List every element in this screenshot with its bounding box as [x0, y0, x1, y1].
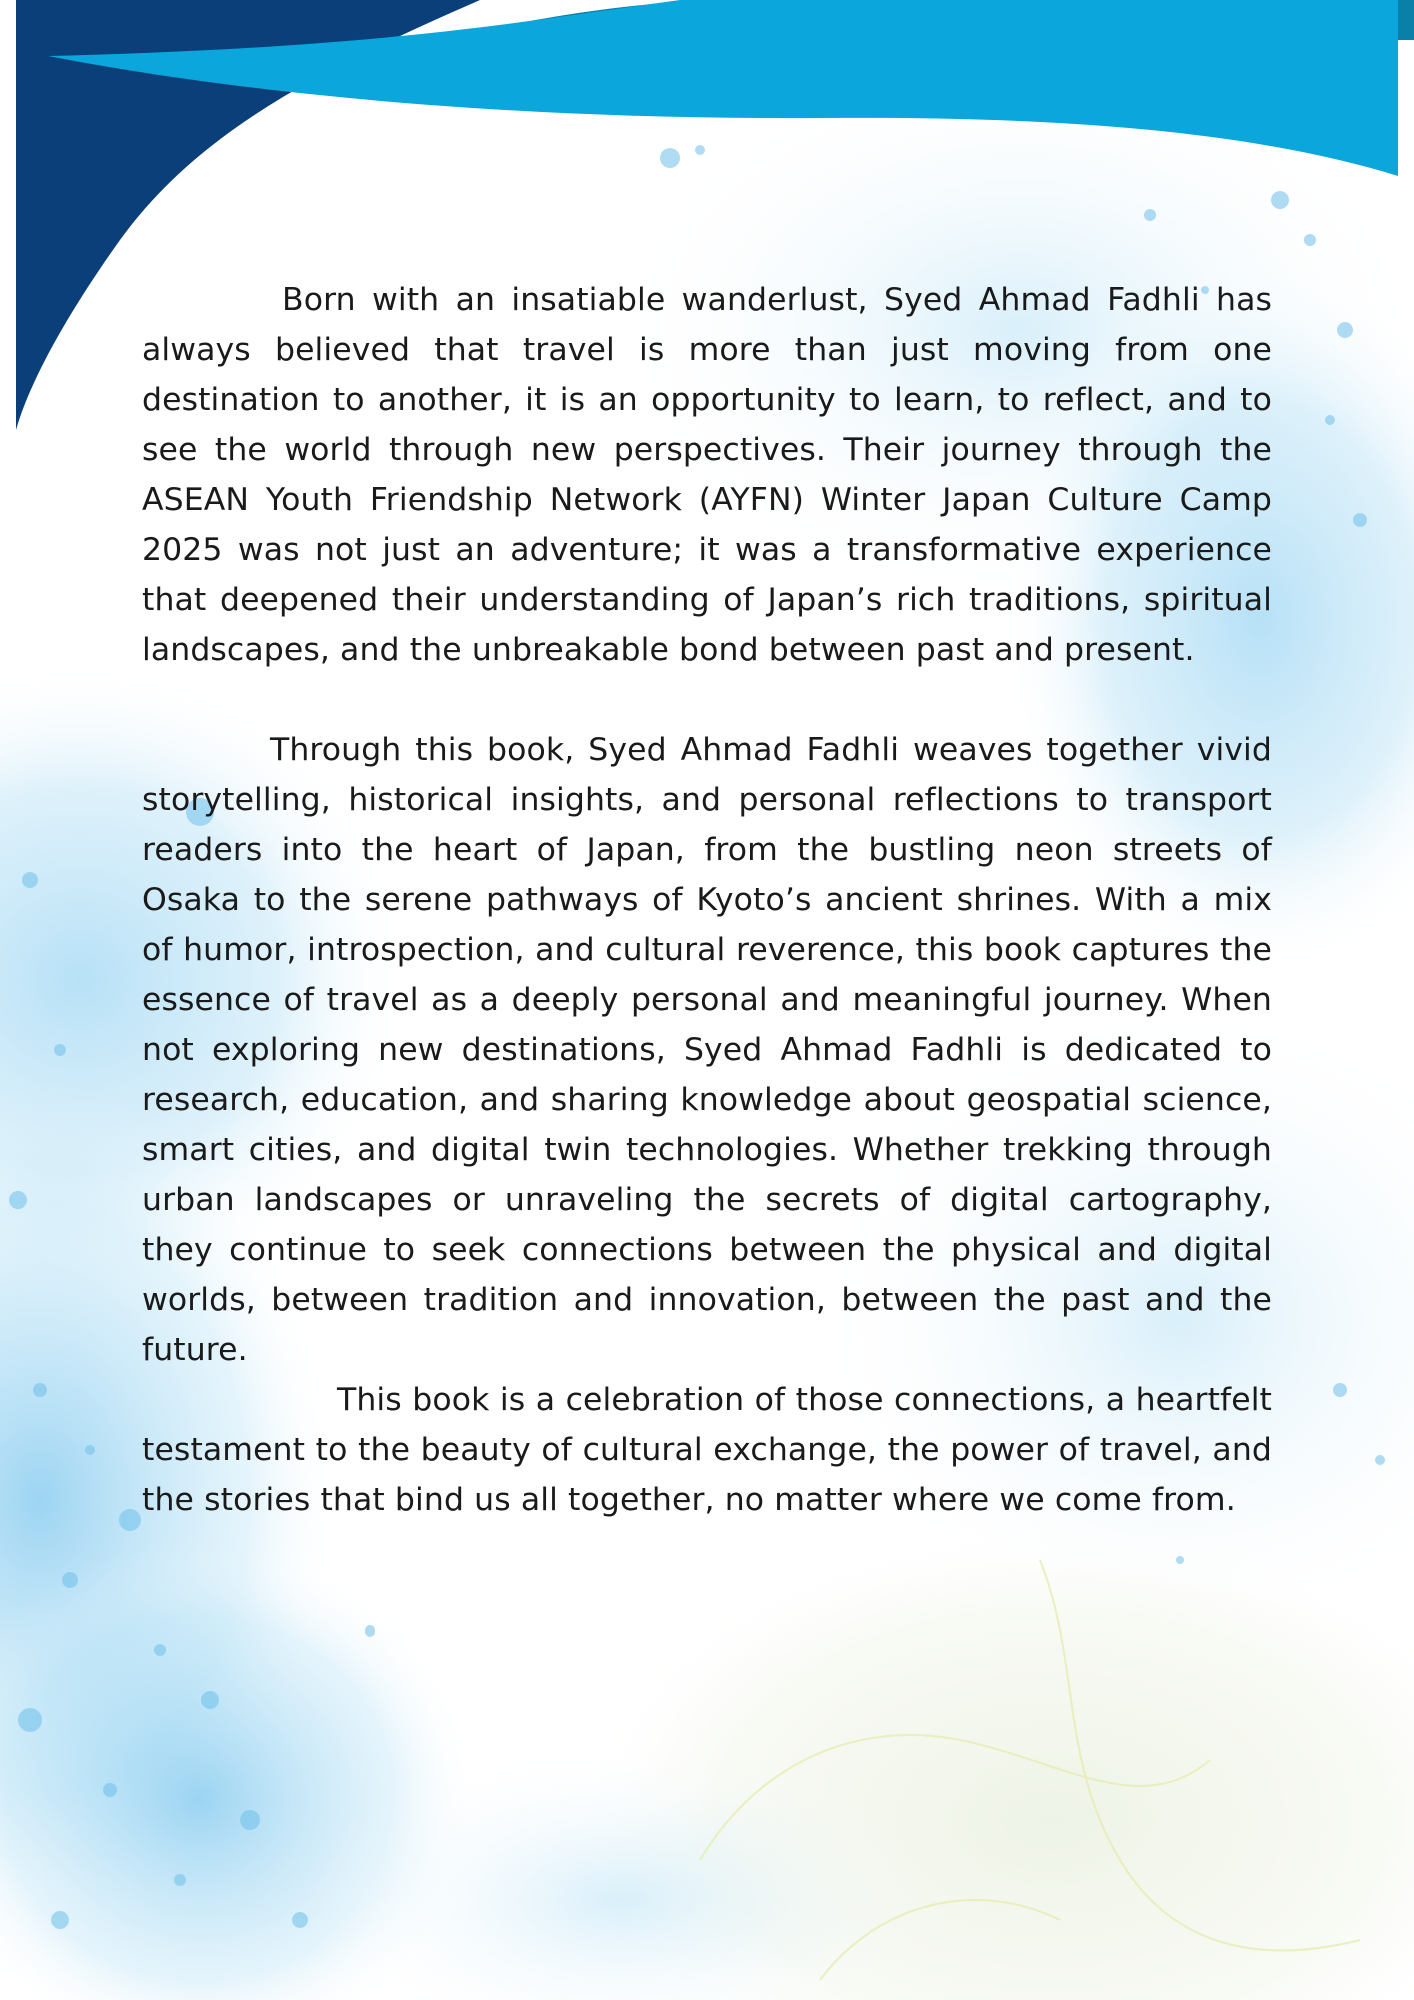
paragraph-2: Through this book, Syed Ahmad Fadhli weaves together vivid storytelling, historical insights, and personal reflections to transport readers into the heart of Japan, from the bustling neon streets of Osaka to the serene pathways of Kyoto’s ancient shrines. With a mix of humor, introspection, and cultural reverence, this book captures the essence of travel as a deeply personal and meaningful journey. When not exploring new destinations, Syed Ahmad Fadhli is dedicated to research, education, and sharing knowledge about geospatial science, smart cities, and digital twin technologies. Whether trekking through urban landscapes or unraveling the secrets of digital cartography, they continue to seek connections between the physical and digital worlds, between tradition and innovation, between the past and the future.	[142, 732, 1272, 1368]
document-body	[142, 275, 1272, 1525]
paragraph-3: This book is a celebration of those connections, a heartfelt testament to the beauty of cultural exchange, the power of travel, and the stories that bind us all together, no matter where we come from.	[142, 1382, 1272, 1518]
paragraph-1: Born with an insatiable wanderlust, Syed Ahmad Fadhli has always believed that travel is more than just moving from one destination to another, it is an opportunity to learn, to reflect, and to see the world through new perspectives. Their journey through the ASEAN Youth Friendship Network (AYFN) Winter Japan Culture Camp 2025 was not just an adventure; it was a transformative experience that deepened their understanding of Japan’s rich traditions, spiritual landscapes, and the unbreakable bond between past and present.	[142, 282, 1272, 668]
